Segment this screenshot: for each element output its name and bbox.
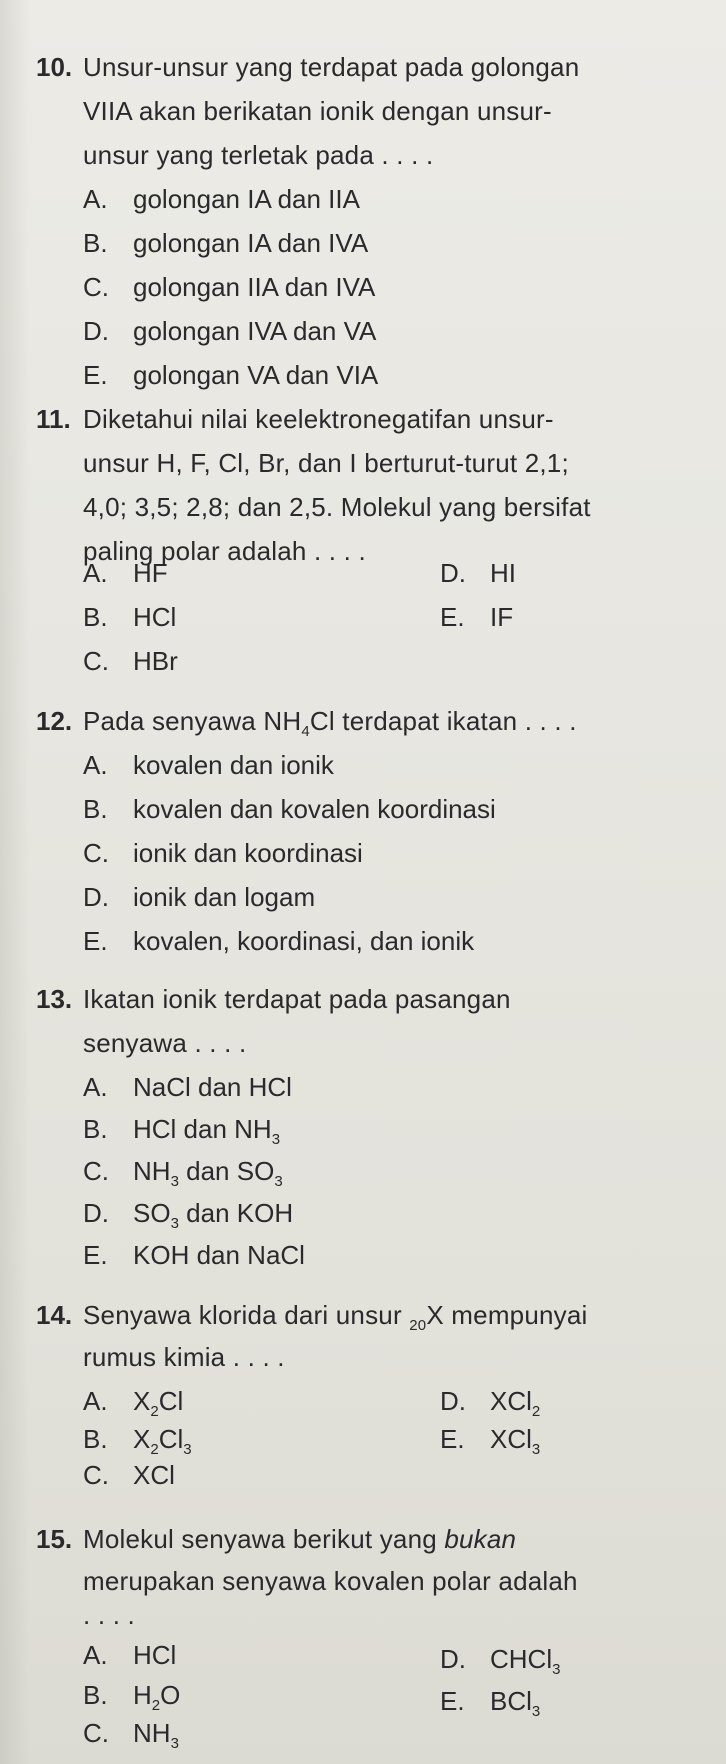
question-stem-line: merupakan senyawa kovalen polar adalah (83, 1566, 578, 1596)
question-number: 10. (36, 52, 73, 82)
option-e[interactable]: E. kovalen, koordinasi, dan ionik (83, 926, 475, 956)
question-stem-line: rumus kimia . . . . (83, 1342, 285, 1372)
option-e[interactable]: E. IF (440, 602, 514, 632)
option-e[interactable]: E. XCl$_3$ (440, 1424, 541, 1458)
option-a[interactable]: A. HCl (83, 1640, 177, 1670)
option-d[interactable]: D. ionik dan logam (83, 882, 316, 912)
question-number: 11. (36, 404, 71, 434)
option-c[interactable]: C. XCl (83, 1460, 175, 1490)
question-number: 12. (36, 706, 73, 736)
question-stem-line: Diketahui nilai keelektronegatifan unsur- (83, 404, 554, 434)
question-number: 13. (36, 984, 73, 1014)
question-stem-line: unsur H, F, Cl, Br, dan I berturut-turut 2,1; (83, 448, 569, 478)
option-a[interactable]: A. golongan IA dan IIA (83, 184, 360, 214)
question-stem-line: Pada senyawa $NH_4Cl$ terdapat ikatan . . . . (83, 706, 577, 740)
question-stem-line: 4,0; 3,5; 2,8; dan 2,5. Molekul yang bersifat (83, 492, 591, 522)
option-a[interactable]: A. NaCl dan HCl (83, 1072, 292, 1102)
question-number: 15. (36, 1524, 73, 1554)
option-b[interactable]: B. $X_2Cl_3$ (83, 1424, 192, 1458)
question-stem-line: Unsur-unsur yang terdapat pada golongan (83, 52, 580, 82)
option-c[interactable]: C. $NH_3$ (83, 1718, 179, 1752)
option-e[interactable]: E. BCl$_3$ (440, 1686, 541, 1720)
question-stem-line: Senyawa klorida dari unsur $_{20}$X mempunyai (83, 1300, 588, 1334)
option-b[interactable]: B. HCl dan $NH_3$ (83, 1114, 281, 1148)
option-a[interactable]: A. HF (83, 558, 168, 588)
question-stem-line: paling polar adalah . . . . (83, 536, 366, 566)
option-a[interactable]: A. kovalen dan ionik (83, 750, 334, 780)
option-d[interactable]: D. XCl$_2$ (440, 1386, 541, 1420)
question-stem-line: Ikatan ionik terdapat pada pasangan (83, 984, 511, 1014)
option-d[interactable]: D. $SO_3$ dan KOH (83, 1198, 294, 1232)
option-b[interactable]: B. HCl (83, 602, 177, 632)
question-stem-line: senyawa . . . . (83, 1028, 247, 1058)
question-stem-line: unsur yang terletak pada . . . . (83, 140, 434, 170)
option-d[interactable]: D. HI (440, 558, 516, 588)
option-c[interactable]: C. HBr (83, 646, 178, 676)
question-stem-line: Molekul senyawa berikut yang bukan (83, 1524, 517, 1554)
option-d[interactable]: D. golongan IVA dan VA (83, 316, 377, 346)
option-c[interactable]: C. ionik dan koordinasi (83, 838, 363, 868)
option-e[interactable]: E. golongan VA dan VIA (83, 360, 379, 390)
option-c[interactable]: C. golongan IIA dan IVA (83, 272, 376, 302)
option-b[interactable]: B. kovalen dan kovalen koordinasi (83, 794, 496, 824)
option-c[interactable]: C. $NH_3$ dan $SO_3$ (83, 1156, 283, 1190)
option-d[interactable]: D. CHCl$_3$ (440, 1644, 561, 1678)
option-b[interactable]: B. golongan IA dan IVA (83, 228, 369, 258)
question-number: 14. (36, 1300, 73, 1330)
page-edge-shadow (0, 0, 30, 1764)
option-a[interactable]: A. $X_2Cl$ (83, 1386, 184, 1420)
question-stem-line: VIIA akan berikatan ionik dengan unsur- (83, 96, 552, 126)
option-e[interactable]: E. KOH dan NaCl (83, 1240, 305, 1270)
question-stem-line: . . . . (83, 1600, 135, 1630)
option-b[interactable]: B. $H_2O$ (83, 1680, 181, 1714)
